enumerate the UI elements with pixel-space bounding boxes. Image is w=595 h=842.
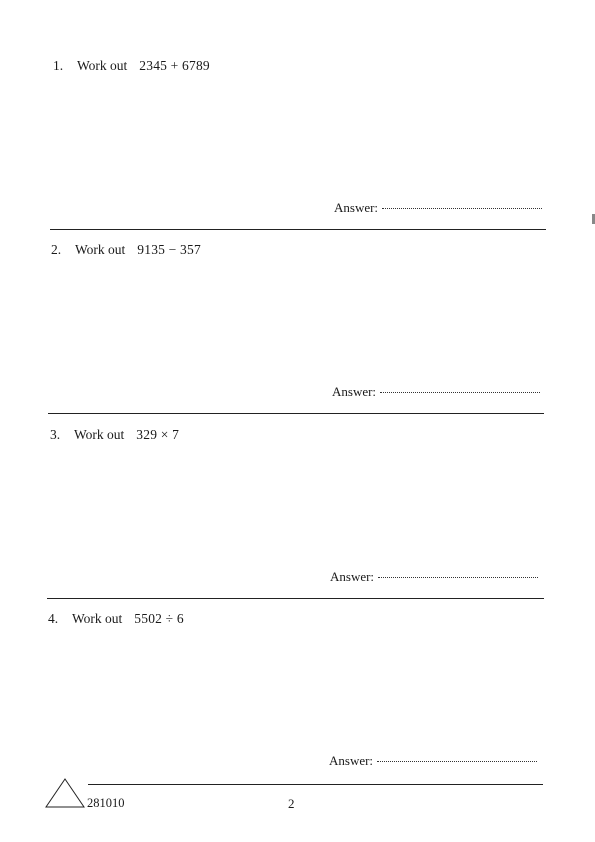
answer-area-1[interactable] xyxy=(334,200,542,216)
question-expression: 5502 ÷ 6 xyxy=(134,611,184,626)
answer-dotted-line[interactable] xyxy=(380,391,540,393)
question-number: 1. xyxy=(53,58,64,73)
question-expression: 9135 − 357 xyxy=(137,242,201,257)
answer-area-3[interactable] xyxy=(330,569,538,585)
question-2 xyxy=(0,232,595,416)
question-2-text xyxy=(51,242,201,258)
question-1-text xyxy=(53,58,210,74)
answer-area-4[interactable] xyxy=(329,753,537,769)
answer-dotted-line[interactable] xyxy=(377,760,537,762)
question-4-text xyxy=(48,611,184,627)
paper-code: 281010 xyxy=(87,796,125,810)
triangle-icon xyxy=(44,777,86,809)
question-number: 3. xyxy=(50,427,61,442)
question-3-text xyxy=(50,427,179,443)
footer-rule xyxy=(88,784,543,785)
question-divider xyxy=(48,413,544,414)
question-prompt: Work out xyxy=(77,58,128,73)
question-divider xyxy=(47,598,544,599)
answer-label: Answer: xyxy=(334,200,379,215)
question-1 xyxy=(0,48,595,232)
page-footer xyxy=(0,774,595,824)
answer-label: Answer: xyxy=(332,384,377,399)
question-prompt: Work out xyxy=(75,242,126,257)
question-divider xyxy=(50,229,546,230)
question-number: 4. xyxy=(48,611,59,626)
answer-label: Answer: xyxy=(330,569,375,584)
question-prompt: Work out xyxy=(72,611,123,626)
question-prompt: Work out xyxy=(74,427,125,442)
answer-dotted-line[interactable] xyxy=(382,207,542,209)
answer-dotted-line[interactable] xyxy=(378,576,538,578)
answer-label: Answer: xyxy=(329,753,374,768)
question-3 xyxy=(0,417,595,601)
answer-area-2[interactable] xyxy=(332,384,540,400)
question-number: 2. xyxy=(51,242,62,257)
question-4 xyxy=(0,601,595,785)
question-expression: 2345 + 6789 xyxy=(139,58,210,73)
page-number: 2 xyxy=(288,796,295,811)
question-expression: 329 × 7 xyxy=(136,427,180,442)
